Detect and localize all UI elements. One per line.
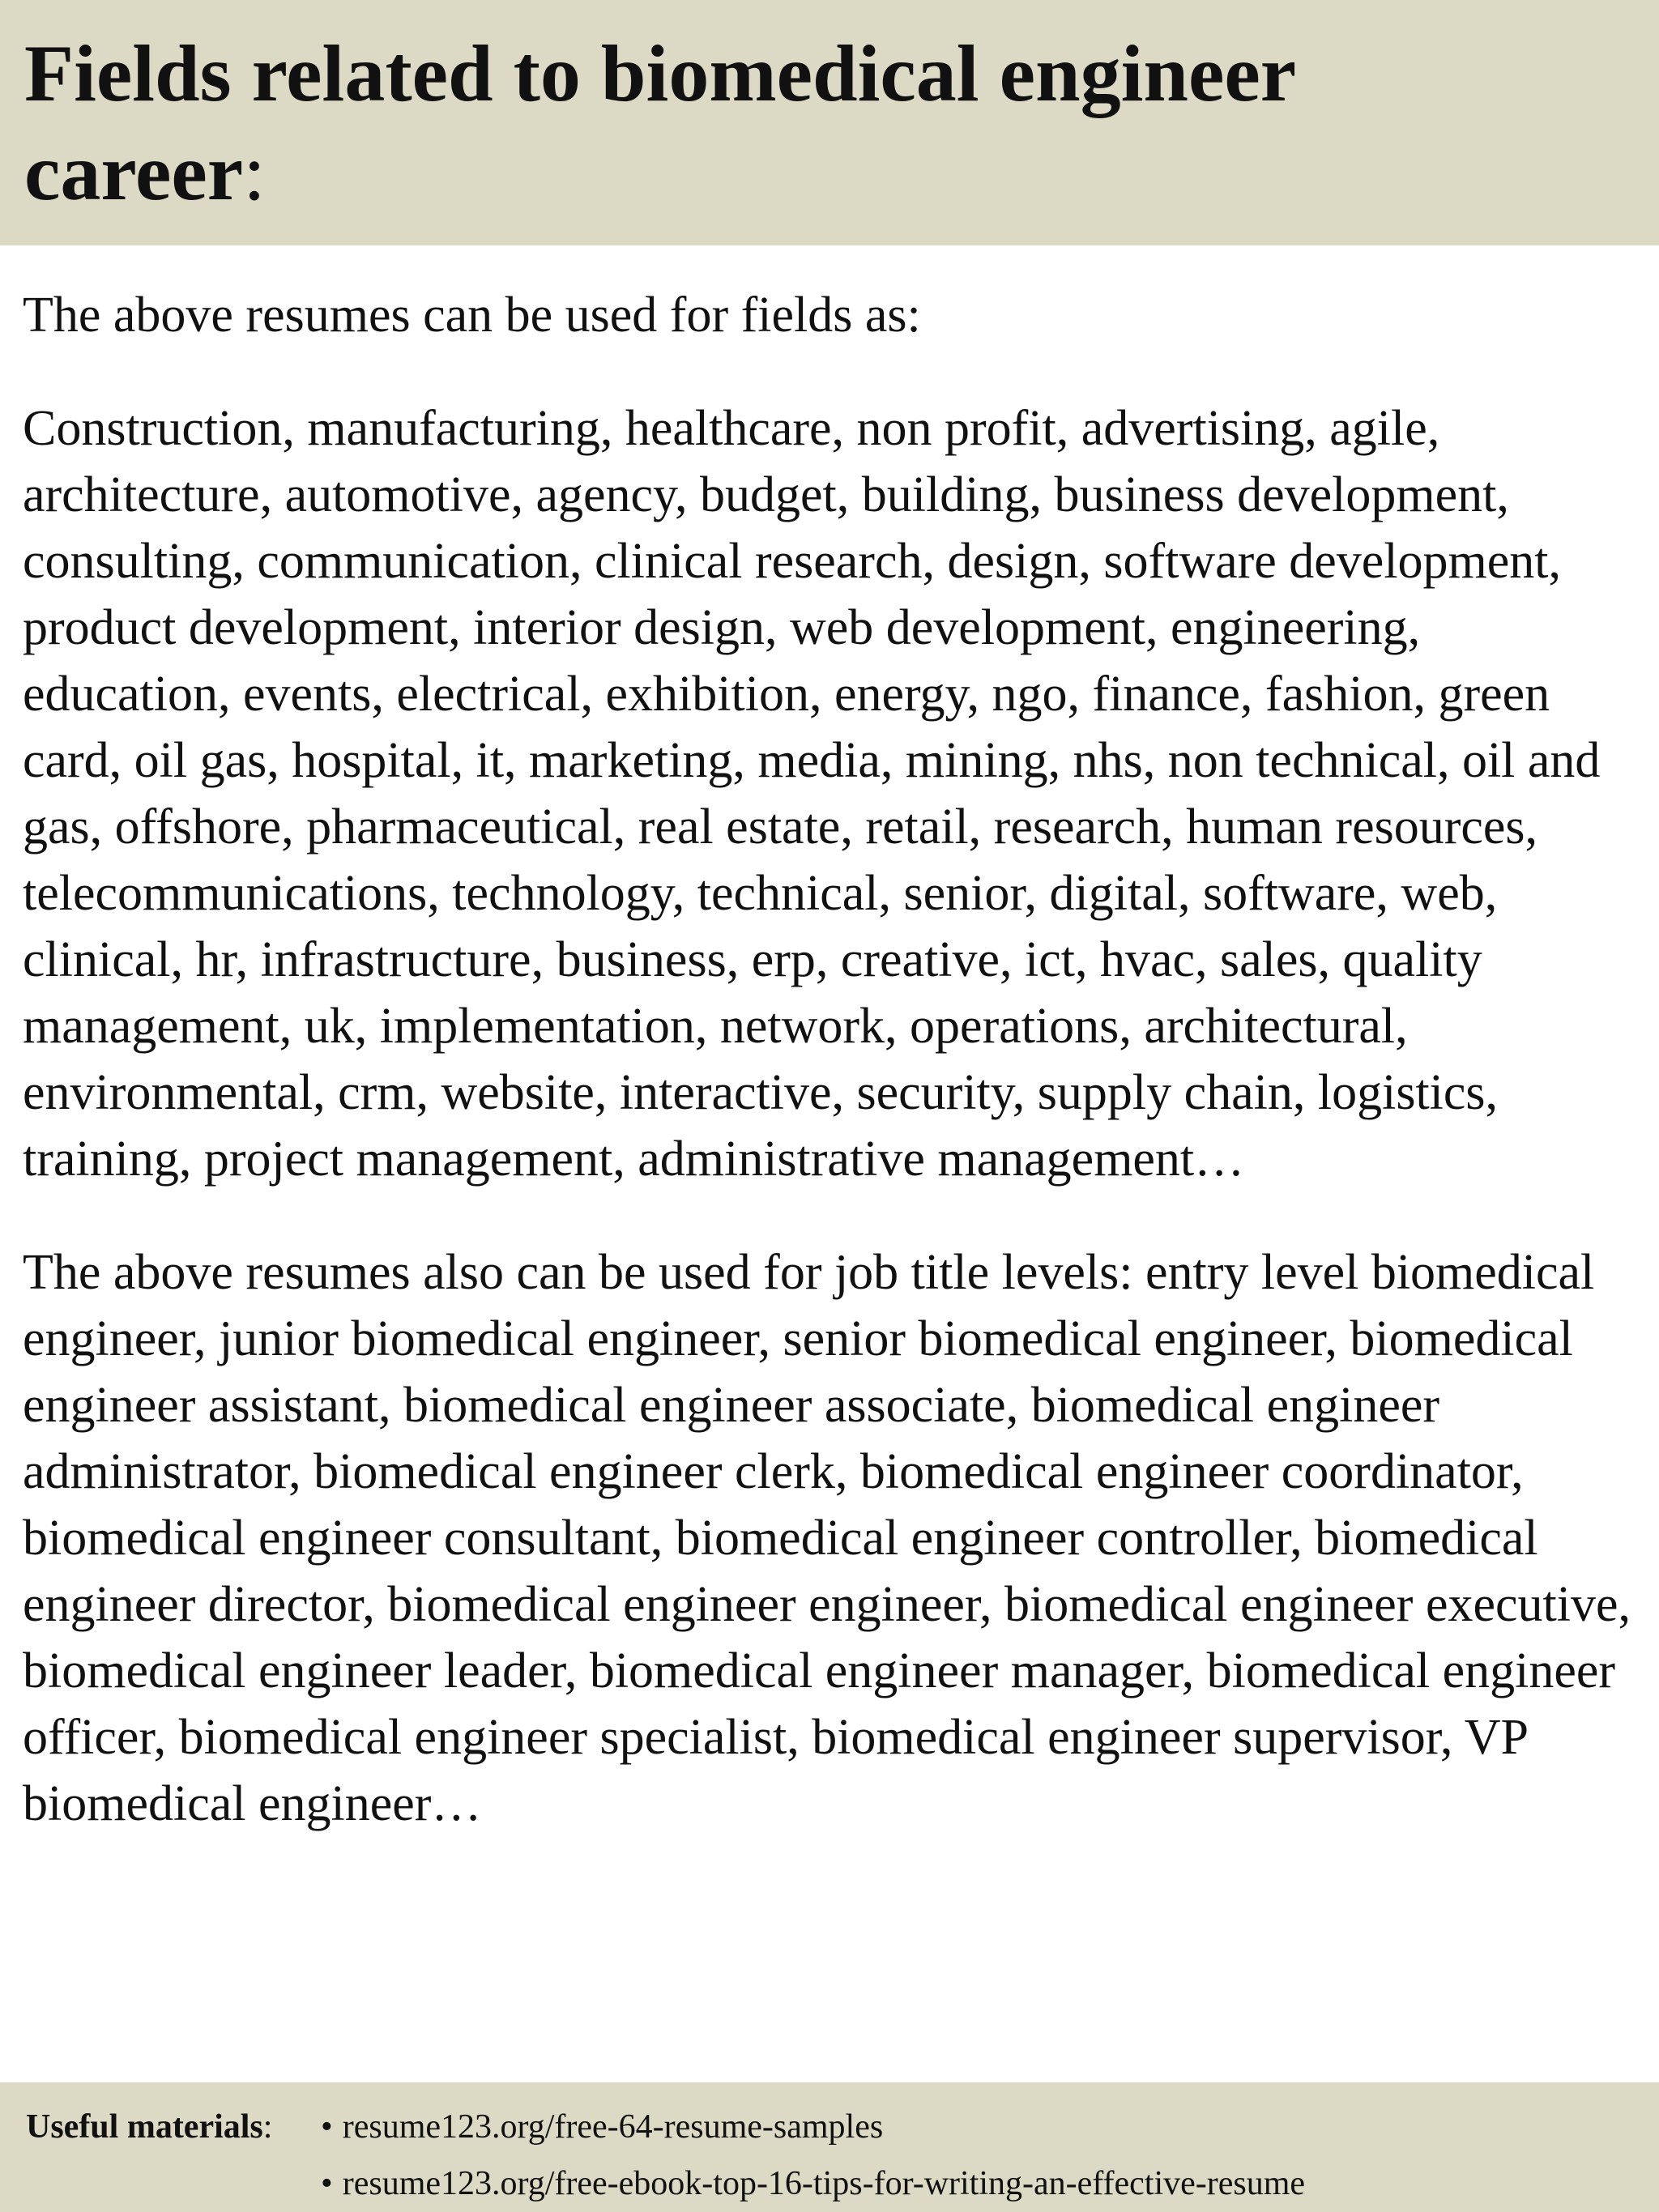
footer-row-2	[26, 2155, 1659, 2212]
bullet-icon: •	[321, 2165, 333, 2202]
job-levels-paragraph: The above resumes also can be used for job title levels: entry level biomedical engineer, junior biomedical engineer, senior biomedical engineer, biomedical engineer assistant, biomedical engineer associate, biomedical engineer administrator, biomedical engineer clerk, biomedical engineer coordinator, biomedical engineer consultant, biomedical engineer controller, biomedical engineer director, biomedical engineer engineer, biomedical engineer executive, biomedical engineer leader, biomedical engineer manager, biomedical engineer officer, biomedical engineer specialist, biomedical engineer supervisor, VP biomedical engineer…	[23, 1245, 1631, 1831]
footer-banner	[0, 2082, 1659, 2212]
useful-materials-label: Useful materials	[26, 2108, 263, 2146]
bullet-icon: •	[321, 2108, 333, 2146]
footer-label-container	[26, 2099, 321, 2155]
footer-link-ebook-tips[interactable]: resume123.org/free-ebook-top-16-tips-for-writing-an-effective-resume	[342, 2165, 1306, 2202]
useful-materials-colon: :	[262, 2108, 273, 2146]
page-title-text: Fields related to biomedical engineer career	[24, 28, 1295, 217]
footer-link-resume-samples[interactable]: resume123.org/free-64-resume-samples	[342, 2108, 884, 2146]
page-title	[24, 24, 1482, 222]
header-banner	[0, 0, 1659, 245]
main-content	[23, 282, 1643, 1837]
page-title-colon: :	[243, 127, 266, 217]
intro-paragraph: The above resumes can be used for fields as:	[23, 288, 921, 343]
footer-row-1	[26, 2099, 1659, 2155]
fields-paragraph: Construction, manufacturing, healthcare, non profit, advertising, agile, architecture, automotive, agency, budget, building, business development, consulting, communication, clinical research, design, software development, product development, interior design, web development, engineering, education, events, electrical, exhibition, energy, ngo, finance, fashion, green card, oil gas, hospital, it, marketing, media, mining, nhs, non technical, oil and gas, offshore, pharmaceutical, real estate, retail, research, human resources, telecommunications, technology, technical, senior, digital, software, web, clinical, hr, infrastructure, business, erp, creative, ict, hvac, sales, quality management, uk, implementation, network, operations, architectural, environmental, crm, website, interactive, security, supply chain, logistics, training, project management, administrative management…	[23, 401, 1601, 1187]
